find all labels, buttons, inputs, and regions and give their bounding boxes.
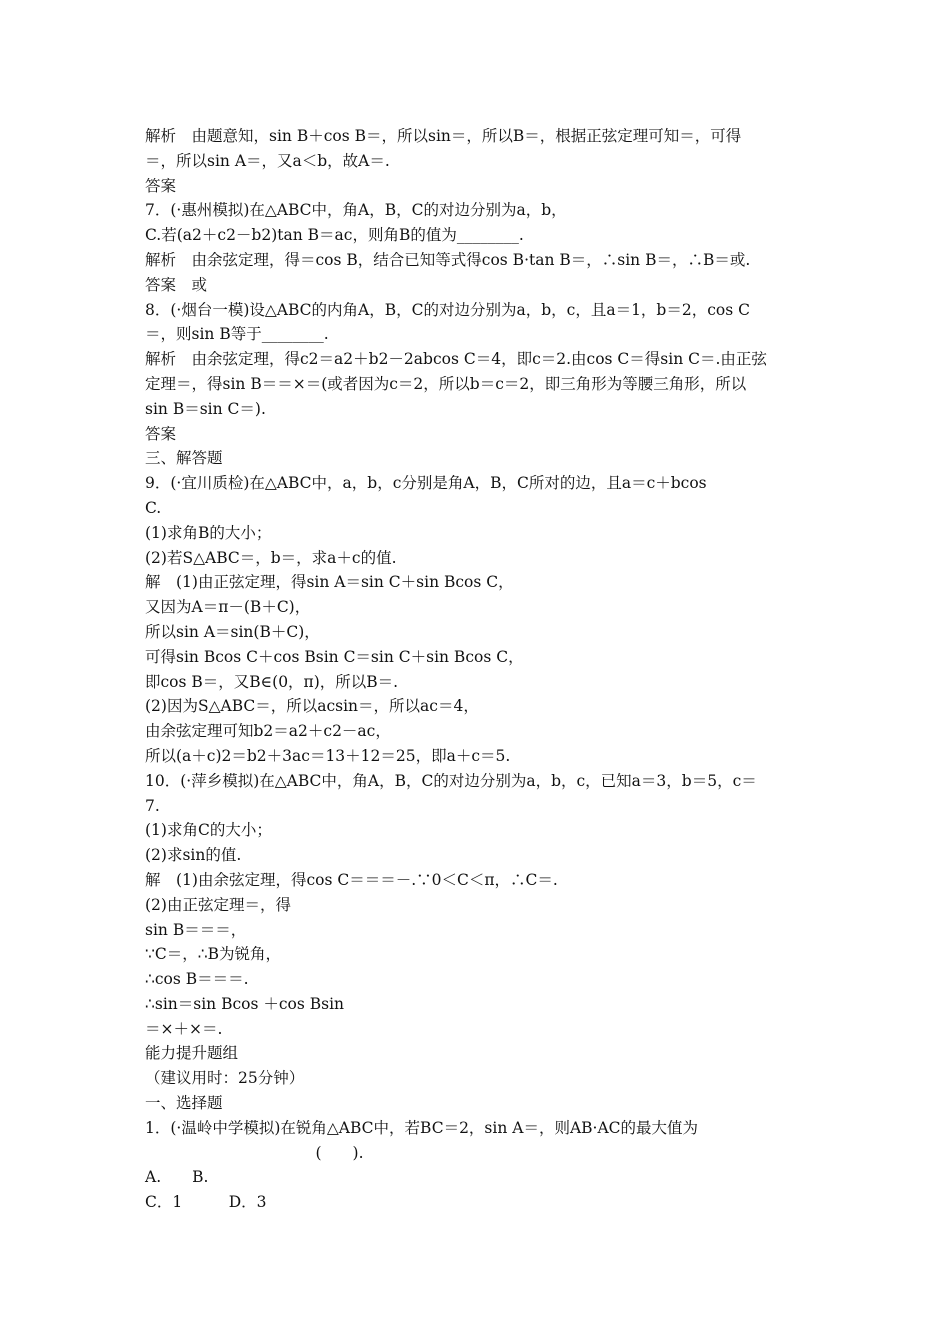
text-line: 解析 由题意知，sin B＋cos B＝，所以sin＝，所以B＝，根据正弦定理可知＝，可得 xyxy=(145,127,742,145)
text-line: (2)因为S△ABC＝，所以acsin＝，所以ac＝4， xyxy=(145,697,479,716)
solution-10: 解 (1)由余弦定理，得cos C＝＝＝－.∵0＜C＜π，∴C＝. xyxy=(145,870,558,889)
text-line: ＝，所以sin A＝，又a＜b，故A＝. xyxy=(145,151,390,170)
question-8: 8．(·烟台一模)设△ABC的内角A，B，C的对边分别为a，b，c，且a＝1，b＝2，cos C xyxy=(145,300,750,319)
text-line: (2)求sin的值. xyxy=(145,846,242,865)
text-line: (2)若S△ABC＝，b＝，求a＋c的值. xyxy=(145,548,397,567)
text-line: ∴sin＝sin Bcos ＋cos Bsin xyxy=(145,994,345,1013)
analysis-7: 解析 由余弦定理，得＝cos B，结合已知等式得cos B·tan B＝，∴sin B＝，∴B＝或. xyxy=(145,250,751,269)
text-line: 所以sin A＝sin(B＋C)， xyxy=(145,622,320,641)
text-line: 7. xyxy=(145,796,160,815)
text-line: 所以(a＋c)2＝b2＋3ac＝13＋12＝25，即a＋c＝5. xyxy=(145,746,511,765)
text-line: ＝，则sin B等于________. xyxy=(145,325,329,344)
text-line: C. xyxy=(145,498,162,517)
text-line: ＝×＋×＝. xyxy=(145,1019,223,1038)
text-line: ∵C＝，∴B为锐角， xyxy=(145,945,281,964)
answer-8: 答案 xyxy=(145,424,177,443)
solution-9: 解 (1)由正弦定理，得sin A＝sin C＋sin Bcos C， xyxy=(145,573,514,592)
answer-7: 答案 或 xyxy=(145,275,208,294)
text-line: C.若(a2＋c2－b2)tan B＝ac，则角B的值为________. xyxy=(145,226,524,245)
section-heading: 三、解答题 xyxy=(145,449,223,468)
text-line: 由余弦定理可知b2＝a2＋c2－ac， xyxy=(145,722,391,741)
section-heading: 一、选择题 xyxy=(145,1094,223,1113)
text-line: ∴cos B＝＝＝. xyxy=(145,970,249,989)
answer-blank: ( ). xyxy=(145,1143,364,1162)
text-line: 可得sin Bcos C＋cos Bsin C＝sin C＋sin Bcos C， xyxy=(145,647,524,666)
text-line: sin B＝sin C＝). xyxy=(145,399,266,418)
text-line: sin B＝＝＝， xyxy=(145,920,247,939)
section-heading: 能力提升题组 xyxy=(145,1044,239,1063)
options-ab: A. B. xyxy=(145,1168,209,1187)
question-10: 10．(·萍乡模拟)在△ABC中，角A，B，C的对边分别为a，b，c，已知a＝3，b＝5，c＝ xyxy=(145,771,757,790)
options-cd: C．1 D．3 xyxy=(145,1193,267,1212)
question-1: 1．(·温岭中学模拟)在锐角△ABC中，若BC＝2，sin A＝，则AB·AC的最大值为 xyxy=(145,1118,699,1137)
question-7: 7．(·惠州模拟)在△ABC中，角A，B，C的对边分别为a，b， xyxy=(145,201,567,220)
text-line: 定理＝，得sin B＝＝×＝(或者因为c＝2，所以b＝c＝2，即三角形为等腰三角形，所以 xyxy=(145,374,747,393)
document-body xyxy=(145,124,815,1215)
time-note: （建议用时：25分钟） xyxy=(145,1069,305,1088)
analysis-8: 解析 由余弦定理，得c2＝a2＋b2－2abcos C＝4，即c＝2.由cos C＝得sin C＝.由正弦 xyxy=(145,350,767,369)
answer-label: 答案 xyxy=(145,176,177,195)
question-9: 9．(·宜川质检)在△ABC中，a，b，c分别是角A，B，C所对的边，且a＝c＋bcos xyxy=(145,474,707,493)
text-line: 又因为A＝π－(B＋C)， xyxy=(145,598,311,617)
text-line: (1)求角C的大小； xyxy=(145,821,272,840)
text-line: (2)由正弦定理＝，得 xyxy=(145,895,291,914)
text-line: 即cos B＝，又B∈(0，π)，所以B＝. xyxy=(145,672,399,691)
text-line: (1)求角B的大小； xyxy=(145,523,272,542)
